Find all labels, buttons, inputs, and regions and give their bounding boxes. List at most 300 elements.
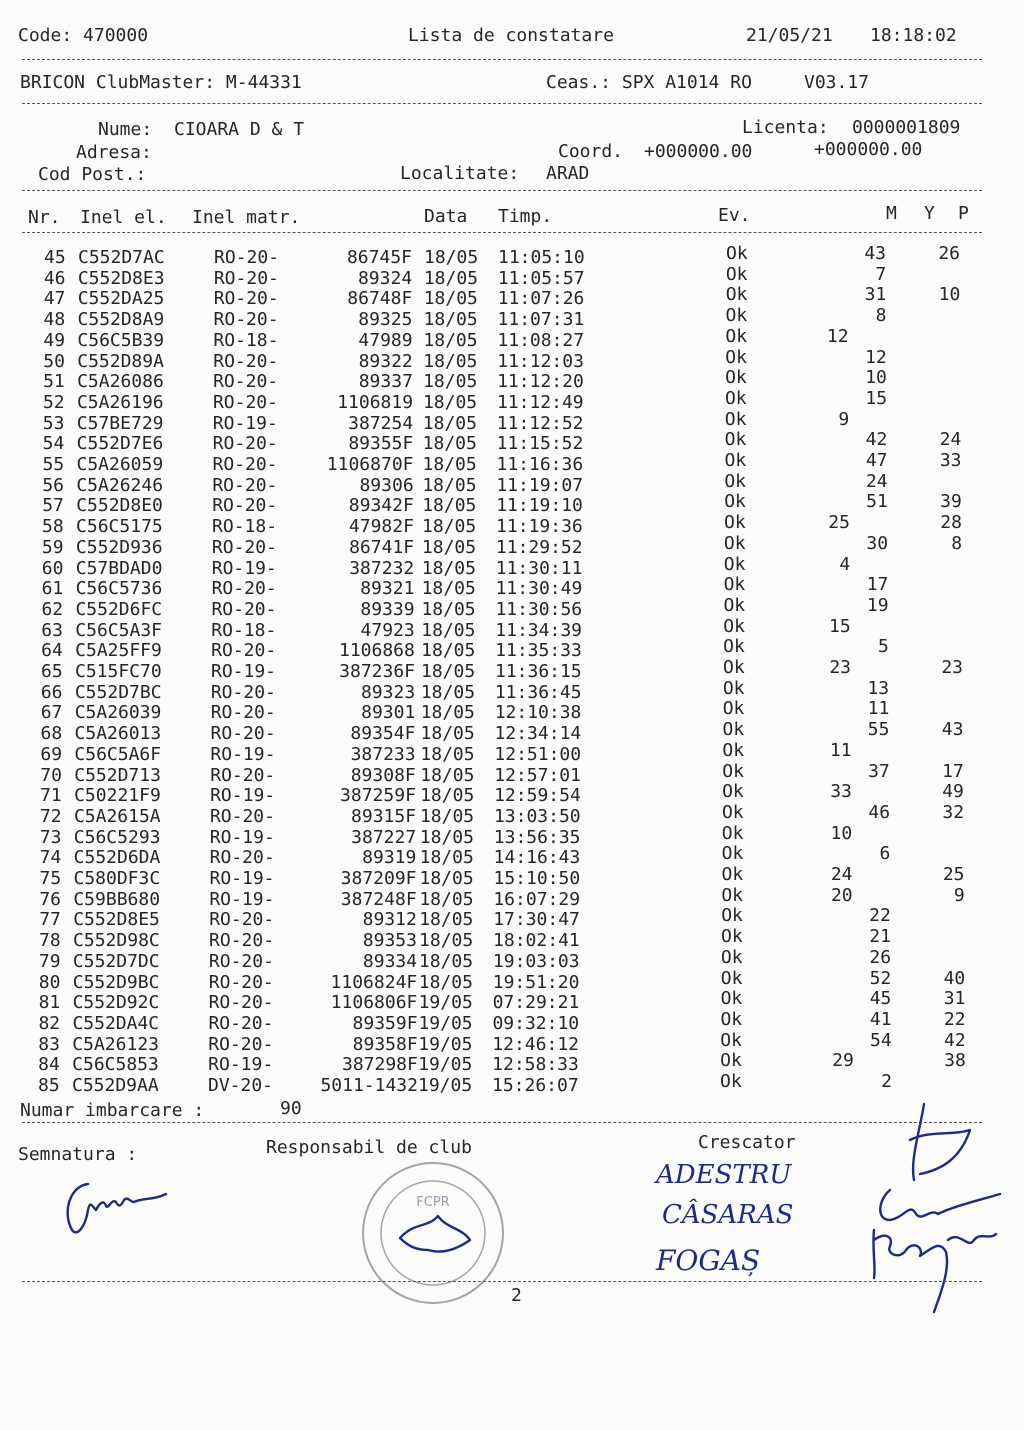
row-el: C552D9AA: [72, 1075, 159, 1096]
row-p: 8: [951, 532, 963, 554]
row-ev: Ok: [724, 450, 747, 471]
row-pre: RO-20-: [210, 681, 276, 703]
row-num: 387236F: [339, 661, 415, 682]
row-pre: RO-20-: [210, 702, 276, 724]
row-date: 18/05: [421, 598, 476, 620]
row-ev: Ok: [722, 781, 744, 803]
row-el: C56C5175: [76, 516, 163, 538]
row-ev: Ok: [722, 760, 744, 782]
row-p: 9: [953, 884, 965, 906]
row-nr: 48: [43, 309, 66, 331]
row-num: 47982F: [348, 516, 414, 538]
row-date: 18/05: [418, 950, 474, 972]
licence-number: 0000001809: [852, 117, 961, 138]
row-p: 24: [939, 429, 962, 451]
row-ev: Ok: [721, 801, 744, 823]
row-num: 86748F: [347, 288, 413, 310]
row-ev: Ok: [726, 243, 748, 264]
name-label: Nume:: [98, 119, 153, 140]
row-y: 26: [869, 946, 892, 968]
row-pre: RO-20-: [213, 288, 279, 310]
row-date: 18/05: [422, 454, 477, 475]
row-pre: RO-20-: [213, 309, 279, 331]
row-el: C5A26246: [76, 474, 164, 496]
row-ev: Ok: [725, 263, 748, 285]
row-nr: 46: [43, 267, 66, 289]
row-nr: 63: [41, 619, 63, 641]
row-date: 18/05: [424, 247, 479, 268]
row-num: 387232: [349, 557, 415, 579]
row-pre: RO-20-: [209, 930, 275, 952]
row-el: C5A26039: [74, 702, 162, 724]
row-time: 13:56:35: [493, 826, 581, 848]
row-time: 11:36:15: [495, 661, 582, 682]
row-date: 18/05: [421, 661, 476, 682]
row-y: 45: [869, 988, 892, 1010]
row-pre: RO-20-: [208, 1033, 274, 1055]
row-ev: Ok: [722, 698, 745, 720]
row-nr: 56: [42, 474, 65, 496]
row-num: 387259F: [340, 785, 416, 807]
row-pre: RO-18-: [213, 329, 279, 351]
row-el: C552D6DA: [73, 847, 161, 869]
document-title: Lista de constatare: [408, 25, 614, 46]
row-date: 18/05: [419, 888, 474, 910]
row-nr: 75: [39, 868, 62, 889]
row-time: 14:16:43: [493, 847, 581, 869]
row-num: 89359F: [352, 1012, 418, 1034]
row-nr: 59: [41, 536, 64, 558]
row-num: 1106819: [337, 391, 414, 413]
row-ev: Ok: [724, 387, 747, 409]
separator: [22, 1281, 982, 1282]
row-p: 49: [942, 781, 964, 803]
row-num: 89334: [362, 950, 418, 972]
col-ev: Ev.: [718, 205, 751, 226]
row-num: 89337: [358, 371, 413, 393]
row-y: 19: [866, 594, 889, 616]
row-nr: 65: [41, 661, 63, 682]
row-ev: Ok: [721, 905, 743, 927]
row-el: C5A26196: [76, 391, 164, 413]
row-el: C552D9BC: [72, 971, 160, 993]
stamp-text: FCPR: [416, 1195, 450, 1210]
row-num: 86741F: [349, 536, 415, 558]
row-pre: RO-19-: [211, 557, 277, 579]
row-pre: RO-20-: [209, 805, 275, 827]
row-p: 31: [943, 988, 966, 1010]
row-ev: Ok: [721, 884, 744, 906]
row-date: 19/05: [418, 1012, 473, 1034]
row-el: C56C5A3F: [75, 619, 162, 641]
row-ev: Ok: [720, 1071, 742, 1092]
row-el: C56C5736: [75, 578, 163, 600]
row-time: 13:03:50: [493, 805, 581, 827]
col-y: Y: [924, 203, 935, 224]
row-time: 12:34:14: [494, 723, 582, 745]
row-num: 387248F: [340, 888, 417, 910]
row-y: 15: [865, 387, 888, 409]
coord-lon: +000000.00: [814, 139, 923, 160]
row-time: 11:05:10: [498, 247, 585, 268]
row-date: 18/05: [419, 826, 474, 848]
row-m: 24: [830, 864, 853, 885]
row-pre: RO-20-: [212, 391, 278, 413]
separator: [22, 1122, 982, 1123]
row-nr: 70: [40, 764, 62, 786]
row-pre: RO-19-: [209, 826, 275, 848]
row-y: 43: [864, 243, 886, 264]
row-time: 17:30:47: [493, 909, 580, 931]
row-y: 51: [866, 491, 888, 513]
row-el: C552D89A: [77, 350, 164, 372]
col-time: Timp.: [498, 206, 553, 227]
row-y: 12: [865, 346, 887, 368]
row-ev: Ok: [720, 1008, 743, 1030]
row-p: 25: [942, 864, 965, 885]
row-el: C552D98C: [73, 930, 160, 952]
breeder-name-1: ADESTRU: [656, 1160, 792, 1190]
row-date: 18/05: [420, 723, 475, 745]
row-p: 40: [943, 967, 966, 989]
row-el: C552D7DC: [72, 950, 160, 972]
row-nr: 47: [43, 288, 66, 310]
row-ev: Ok: [725, 284, 748, 306]
row-num: 89319: [362, 847, 417, 869]
row-date: 19/05: [418, 992, 473, 1014]
row-pre: RO-20-: [211, 598, 277, 620]
row-m: 33: [830, 781, 852, 803]
row-p: 33: [939, 450, 962, 471]
row-num: 89339: [360, 598, 415, 620]
row-nr: 57: [42, 495, 64, 517]
row-date: 18/05: [422, 474, 477, 496]
row-pre: RO-20-: [212, 495, 278, 517]
row-el: C552D8E5: [73, 909, 160, 931]
row-date: 18/05: [418, 971, 473, 993]
row-time: 11:19:10: [496, 495, 583, 517]
row-time: 11:12:20: [497, 371, 584, 393]
row-el: C552D936: [75, 536, 163, 558]
row-time: 16:07:29: [493, 888, 581, 910]
row-p: 39: [940, 491, 962, 513]
row-pre: RO-20-: [211, 640, 277, 662]
boarding-count: 90: [280, 1098, 302, 1119]
row-nr: 55: [42, 454, 65, 475]
row-ev: Ok: [724, 512, 746, 534]
row-pre: RO-18-: [212, 516, 278, 538]
row-time: 11:35:33: [495, 640, 582, 662]
row-time: 11:16:36: [496, 454, 584, 475]
row-el: C552D8E3: [77, 267, 165, 289]
row-date: 18/05: [420, 785, 475, 807]
row-m: 23: [829, 657, 851, 678]
row-date: 18/05: [421, 557, 476, 579]
row-nr: 66: [40, 681, 63, 703]
row-pre: RO-19-: [209, 868, 275, 889]
separator: [22, 59, 982, 60]
row-p: 22: [943, 1008, 966, 1030]
row-pre: RO-20-: [210, 723, 276, 745]
row-ev: Ok: [724, 491, 746, 513]
row-ev: Ok: [721, 926, 743, 948]
row-time: 11:30:56: [495, 598, 583, 620]
row-date: 18/05: [422, 516, 477, 538]
col-ring-el: Inel el.: [80, 207, 167, 228]
row-time: 11:29:52: [495, 536, 583, 558]
row-ev: Ok: [723, 553, 746, 575]
row-y: 11: [867, 698, 890, 720]
row-date: 18/05: [420, 743, 475, 765]
row-nr: 71: [40, 785, 62, 807]
row-time: 19:03:03: [492, 950, 580, 972]
row-pre: RO-20-: [211, 578, 277, 600]
row-el: C552D713: [74, 764, 161, 786]
row-nr: 85: [38, 1075, 60, 1096]
code: Code: 470000: [18, 25, 149, 46]
row-num: 86745F: [346, 247, 412, 268]
row-p: 26: [938, 243, 960, 264]
row-num: 1106868: [339, 640, 415, 662]
row-y: 46: [868, 801, 891, 823]
row-time: 11:15:52: [496, 433, 584, 455]
row-nr: 68: [40, 723, 63, 745]
row-date: 18/05: [419, 930, 474, 952]
row-el: C5A2615A: [73, 805, 161, 827]
row-ev: Ok: [723, 532, 746, 554]
club-stamp: [358, 1158, 508, 1308]
row-num: 47923: [360, 619, 415, 641]
row-pre: RO-20-: [208, 1012, 274, 1034]
row-el: C552D92C: [72, 992, 160, 1014]
row-ev: Ok: [723, 657, 745, 678]
row-el: C56C5853: [72, 1054, 159, 1076]
row-y: 7: [875, 263, 887, 285]
row-ev: Ok: [721, 843, 744, 865]
row-date: 18/05: [421, 619, 476, 641]
row-nr: 54: [42, 433, 65, 455]
row-el: C56C5A6F: [74, 743, 162, 765]
row-ev: Ok: [721, 864, 744, 885]
row-date: 18/05: [420, 681, 476, 703]
print-time: 18:18:02: [870, 25, 957, 46]
row-p: 42: [944, 1029, 966, 1051]
row-num: 89308F: [350, 764, 416, 786]
row-num: 89353: [362, 930, 417, 952]
row-num: 5011-1432: [320, 1075, 418, 1096]
row-ev: Ok: [720, 967, 743, 989]
row-nr: 52: [42, 391, 65, 413]
row-nr: 62: [41, 598, 64, 620]
row-y: 37: [868, 760, 890, 782]
row-m: 29: [832, 1050, 854, 1072]
row-el: C50221F9: [74, 785, 161, 807]
row-date: 18/05: [422, 391, 478, 413]
row-time: 18:02:41: [493, 930, 580, 952]
col-ring-matr: Inel matr.: [192, 207, 301, 228]
row-pre: RO-20-: [209, 847, 275, 869]
row-ev: Ok: [722, 739, 745, 761]
row-date: 19/05: [418, 1075, 473, 1096]
row-y: 41: [869, 1008, 892, 1030]
row-pre: RO-19-: [211, 661, 277, 682]
row-ev: Ok: [723, 594, 746, 616]
row-m: 12: [826, 325, 849, 347]
row-pre: DV-20-: [208, 1075, 274, 1096]
row-date: 18/05: [421, 536, 477, 558]
row-nr: 83: [38, 1033, 60, 1055]
row-time: 12:58:33: [492, 1054, 579, 1076]
coord-lat: +000000.00: [644, 141, 753, 162]
row-ev: Ok: [723, 615, 745, 637]
row-time: 11:34:39: [495, 619, 582, 641]
breeder-name-3: FOGAȘ: [656, 1244, 761, 1277]
club-responsible-label: Responsabil de club: [266, 1137, 472, 1158]
row-el: C57BDAD0: [75, 557, 163, 579]
row-num: 387254: [348, 412, 414, 434]
row-ev: Ok: [725, 325, 748, 347]
row-nr: 51: [43, 371, 65, 393]
owner-name: CIOARA D & T: [174, 119, 305, 140]
row-el: C5A26123: [72, 1033, 159, 1055]
row-pre: RO-20-: [208, 950, 274, 972]
row-el: C56C5293: [73, 826, 161, 848]
row-num: 89342F: [348, 495, 414, 517]
row-y: 17: [866, 574, 889, 596]
row-num: 1106870F: [326, 454, 414, 475]
row-m: 15: [829, 615, 851, 637]
row-y: 42: [865, 429, 888, 451]
row-p: 28: [940, 512, 962, 534]
row-ev: Ok: [725, 305, 748, 327]
row-pre: RO-19-: [210, 785, 276, 807]
col-p: P: [958, 203, 969, 224]
row-pre: RO-19-: [212, 412, 278, 434]
row-num: 1106806F: [330, 992, 418, 1014]
row-nr: 74: [39, 847, 62, 869]
breeder-signature: [850, 1090, 1010, 1330]
page-number: 2: [511, 1285, 522, 1306]
row-nr: 77: [39, 909, 61, 931]
row-num: 89321: [360, 578, 415, 600]
row-num: 387227: [351, 826, 417, 848]
address-label: Adresa:: [76, 142, 152, 163]
row-el: C5A26086: [77, 371, 164, 393]
row-el: C5A26013: [74, 723, 162, 745]
row-time: 11:08:27: [497, 329, 585, 351]
row-p: 43: [941, 719, 964, 741]
row-p: 17: [942, 760, 964, 782]
row-nr: 79: [38, 950, 61, 972]
row-nr: 78: [39, 930, 61, 952]
row-pre: RO-20-: [213, 267, 279, 289]
firmware-version: V03.17: [804, 72, 870, 93]
row-y: 31: [864, 284, 887, 306]
row-y: 55: [867, 719, 890, 741]
row-y: 54: [870, 1029, 892, 1051]
row-y: 21: [869, 926, 891, 948]
row-el: C552D7BC: [74, 681, 162, 703]
row-ev: Ok: [725, 367, 747, 389]
row-y: 47: [865, 450, 888, 471]
row-num: 89325: [358, 309, 413, 331]
row-pre: RO-19-: [208, 1054, 274, 1076]
separator: [22, 103, 982, 104]
row-p: 32: [942, 801, 965, 823]
row-num: 89324: [357, 267, 413, 289]
row-date: 18/05: [419, 868, 474, 889]
row-date: 18/05: [423, 371, 478, 393]
row-el: C552D6FC: [75, 598, 163, 620]
row-ev: Ok: [724, 408, 747, 430]
col-date: Data: [424, 206, 468, 227]
row-nr: 64: [41, 640, 63, 662]
row-date: 18/05: [422, 412, 477, 434]
boarding-label: Numar imbarcare :: [20, 1100, 205, 1121]
row-nr: 82: [38, 1012, 61, 1034]
row-pre: RO-18-: [211, 619, 277, 641]
device-id: BRICON ClubMaster: M-44331: [20, 72, 302, 93]
row-nr: 72: [39, 805, 62, 827]
row-date: 19/05: [418, 1054, 473, 1076]
row-el: C552D8A9: [77, 309, 165, 331]
row-nr: 61: [41, 578, 64, 600]
row-ev: Ok: [724, 470, 747, 492]
separator: [22, 190, 982, 191]
row-time: 11:07:26: [497, 288, 585, 310]
row-y: 24: [865, 470, 888, 492]
row-time: 09:32:10: [492, 1012, 580, 1034]
row-time: 15:26:07: [492, 1075, 579, 1096]
row-num: 89322: [358, 350, 413, 372]
breeder-label: Crescator: [698, 1132, 796, 1153]
row-date: 18/05: [420, 702, 475, 724]
separator: [22, 232, 982, 233]
row-pre: RO-20-: [208, 992, 274, 1014]
row-el: C552D8E0: [76, 495, 163, 517]
row-time: 11:30:11: [495, 557, 583, 579]
locality: ARAD: [546, 163, 590, 184]
row-num: 387298F: [342, 1054, 418, 1076]
signature-scribble: [58, 1172, 178, 1242]
row-ev: Ok: [724, 429, 747, 451]
row-nr: 76: [39, 888, 62, 910]
row-num: 387233: [350, 743, 416, 765]
row-time: 12:57:01: [494, 764, 581, 786]
row-ev: Ok: [720, 1050, 742, 1072]
row-el: C56C5B39: [77, 329, 165, 351]
row-y: 30: [866, 532, 889, 554]
row-el: C552DA4C: [72, 1012, 160, 1034]
row-time: 11:12:03: [497, 350, 584, 372]
row-ev: Ok: [722, 719, 745, 741]
row-el: C59BB680: [73, 888, 161, 910]
row-time: 11:19:36: [496, 516, 583, 538]
row-y: 52: [869, 967, 892, 989]
row-time: 11:36:45: [494, 681, 582, 703]
row-nr: 84: [38, 1054, 60, 1076]
row-pre: RO-20-: [213, 371, 279, 393]
row-time: 12:46:12: [492, 1033, 579, 1055]
row-el: C552DA25: [77, 288, 165, 310]
row-nr: 60: [41, 557, 64, 579]
row-num: 89355F: [348, 433, 414, 455]
row-nr: 80: [38, 971, 61, 993]
row-date: 19/05: [418, 1033, 473, 1055]
row-time: 11:12:52: [496, 412, 584, 434]
row-time: 11:30:49: [495, 578, 583, 600]
row-pre: RO-20-: [212, 454, 278, 475]
